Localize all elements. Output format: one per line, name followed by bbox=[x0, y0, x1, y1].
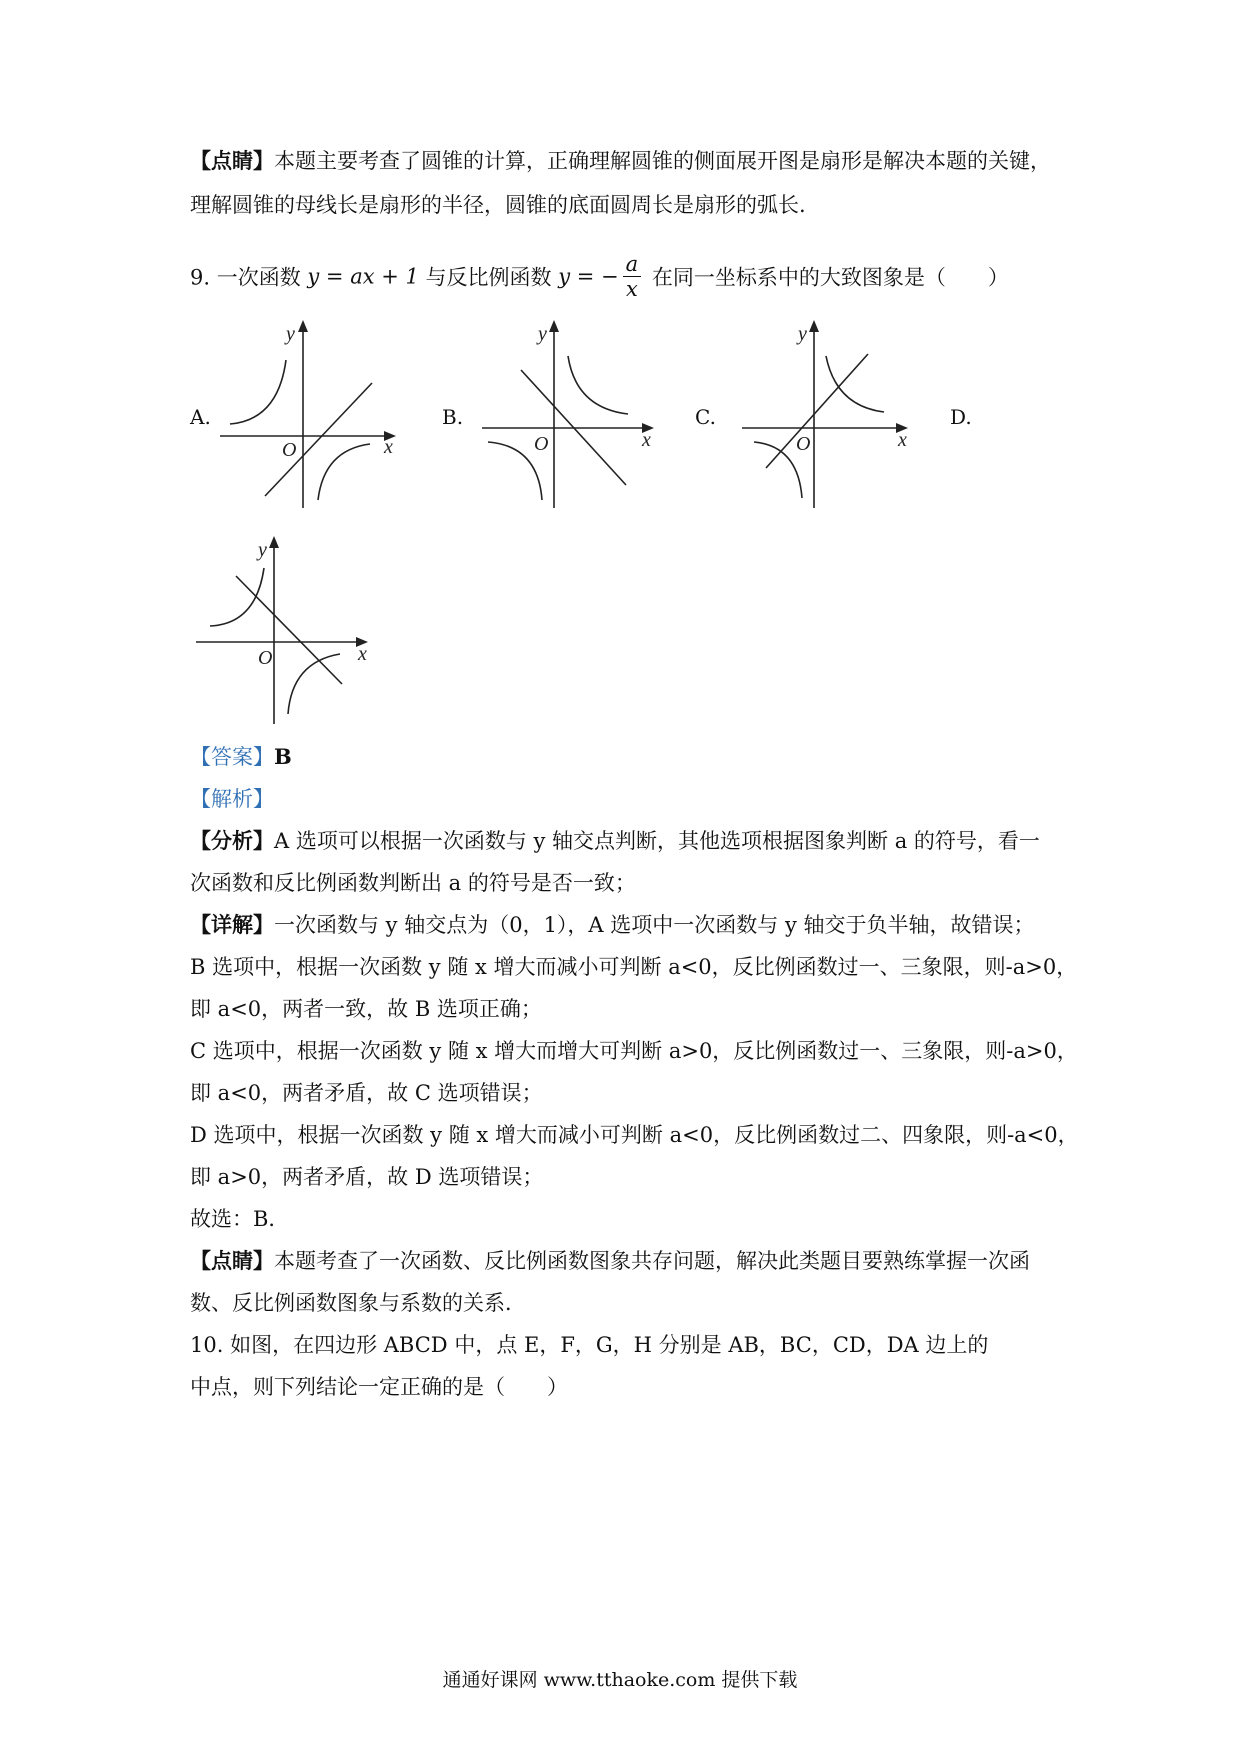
origin-label: O bbox=[534, 433, 549, 455]
x-axis-label: x bbox=[642, 429, 651, 451]
x-axis-label: x bbox=[358, 643, 367, 665]
q9-middle: 与反比例函数 bbox=[418, 265, 559, 290]
origin-label: O bbox=[796, 433, 811, 455]
xiangjie-line-4: C 选项中，根据一次函数 y 随 x 增大而增大可判断 a>0，反比例函数过一、三象限，则-a>0， bbox=[190, 1039, 1078, 1063]
answer-label: 【答案】 bbox=[190, 745, 274, 769]
dianjing-line-1 bbox=[190, 1246, 1030, 1276]
question-9-stem bbox=[190, 252, 1009, 312]
xiangjie-line-3: 即 a<0，两者一致，故 B 选项正确； bbox=[190, 997, 542, 1021]
xiangjie-line-8: 故选：B． bbox=[190, 1207, 290, 1231]
y-axis-label: y bbox=[258, 539, 267, 561]
answer-value: B bbox=[274, 744, 292, 769]
q9-prefix: 9. 一次函数 bbox=[190, 265, 308, 290]
xiangjie-line-2: B 选项中，根据一次函数 y 随 x 增大而减小可判断 a<0，反比例函数过一、三象限，则-a>0， bbox=[190, 955, 1078, 979]
q9-inverse-lhs: y = − bbox=[558, 264, 619, 289]
answer-line bbox=[190, 742, 292, 772]
x-axis-label: x bbox=[898, 429, 907, 451]
question-10-line-1: 10. 如图，在四边形 ABCD 中，点 E，F，G，H 分别是 AB，BC，CD，DA 边上的 bbox=[190, 1333, 989, 1357]
option-a-label: A. bbox=[190, 405, 211, 429]
dianjing-line-2: 数、反比例函数图象与系数的关系． bbox=[190, 1291, 526, 1315]
option-b-label: B. bbox=[442, 405, 464, 429]
xiangjie-line-6: D 选项中，根据一次函数 y 随 x 增大而减小可判断 a<0，反比例函数过二、四象限，则-a<0， bbox=[190, 1123, 1079, 1147]
q9-linear-function: y = ax + 1 bbox=[307, 264, 419, 289]
y-axis-label: y bbox=[538, 323, 547, 345]
fenxi-text: A 选项可以根据一次函数与 y 轴交点判断，其他选项根据图象判断 a 的符号，看一 bbox=[274, 829, 1040, 853]
fenxi-line-1 bbox=[190, 826, 1040, 856]
page-footer: 通通好课网 www.tthaoke.com 提供下载 bbox=[442, 1669, 798, 1691]
xiangjie-text: 一次函数与 y 轴交点为（0，1），A 选项中一次函数与 y 轴交于负半轴，故错误； bbox=[274, 913, 1035, 937]
xiangjie-line-7: 即 a>0，两者矛盾，故 D 选项错误； bbox=[190, 1165, 544, 1189]
dianjing-text: 本题考查了一次函数、反比例函数图象共存问题，解决此类题目要熟练掌握一次函 bbox=[274, 1249, 1030, 1273]
graph-option-b bbox=[476, 318, 656, 518]
origin-label: O bbox=[282, 439, 297, 461]
fraction-denominator: x bbox=[625, 277, 638, 301]
fraction-numerator: a bbox=[623, 252, 642, 277]
graph-option-c bbox=[740, 318, 920, 518]
previous-remark-line-1 bbox=[190, 146, 1051, 176]
fenxi-label: 【分析】 bbox=[190, 828, 274, 853]
x-axis-label: x bbox=[384, 436, 393, 458]
remark-label: 【点睛】 bbox=[190, 148, 274, 173]
previous-remark-line-2: 理解圆锥的母线长是扇形的半径，圆锥的底面圆周长是扇形的弧长. bbox=[190, 193, 806, 217]
remark-text: 本题主要考查了圆锥的计算，正确理解圆锥的侧面展开图是扇形是解决本题的关键， bbox=[274, 149, 1051, 173]
q9-suffix: 在同一坐标系中的大致图象是（ ） bbox=[645, 265, 1009, 290]
origin-label: O bbox=[258, 647, 273, 669]
xiangjie-line-1 bbox=[190, 910, 1035, 940]
fenxi-line-2: 次函数和反比例函数判断出 a 的符号是否一致； bbox=[190, 871, 636, 895]
dianjing-label: 【点睛】 bbox=[190, 1248, 274, 1273]
xiangjie-line-5: 即 a<0，两者矛盾，故 C 选项错误； bbox=[190, 1081, 543, 1105]
graph-option-d bbox=[196, 534, 376, 734]
analysis-label: 【解析】 bbox=[190, 787, 274, 811]
y-axis-label: y bbox=[798, 323, 807, 345]
question-10-line-2: 中点，则下列结论一定正确的是（ ） bbox=[190, 1375, 568, 1399]
q9-fraction bbox=[623, 252, 642, 301]
y-axis-label: y bbox=[286, 323, 295, 345]
graph-option-a bbox=[220, 318, 400, 518]
option-c-label: C. bbox=[695, 405, 716, 429]
xiangjie-label: 【详解】 bbox=[190, 912, 274, 937]
option-d-label: D. bbox=[950, 405, 972, 429]
